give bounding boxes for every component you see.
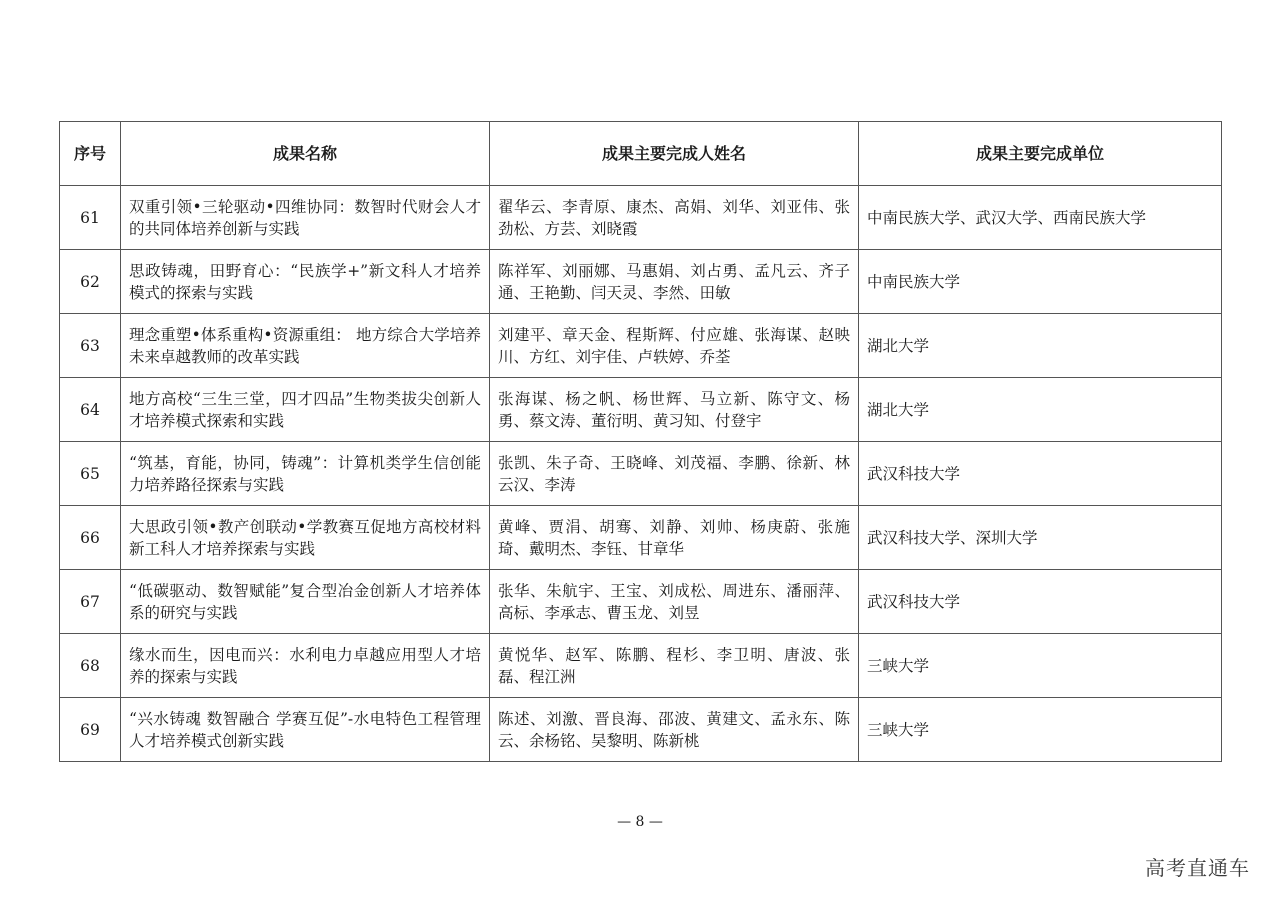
row-unit: 中南民族大学、武汉大学、西南民族大学 <box>859 186 1222 250</box>
page-number: — 8 — <box>617 814 663 830</box>
header-unit: 成果主要完成单位 <box>859 122 1222 186</box>
row-unit: 三峡大学 <box>859 698 1222 762</box>
row-unit: 三峡大学 <box>859 634 1222 698</box>
table-row <box>60 186 1222 250</box>
row-title: 缘水而生，因电而兴：水利电力卓越应用型人才培养的探索与实践 <box>121 634 490 698</box>
row-title: “筑基，育能，协同，铸魂”：计算机类学生信创能力培养路径探索与实践 <box>121 442 490 506</box>
row-unit: 武汉科技大学 <box>859 570 1222 634</box>
row-people: 张华、朱航宇、王宝、刘成松、周进东、潘丽萍、高标、李承志、曹玉龙、刘昱 <box>490 570 859 634</box>
header-title: 成果名称 <box>121 122 490 186</box>
table-row <box>60 698 1222 762</box>
row-people: 张凯、朱子奇、王晓峰、刘茂福、李鹏、徐新、林云汉、李涛 <box>490 442 859 506</box>
table-row <box>60 634 1222 698</box>
row-num: 66 <box>60 506 121 570</box>
row-title: “低碳驱动、数智赋能”复合型冶金创新人才培养体系的研究与实践 <box>121 570 490 634</box>
row-title: 地方高校“三生三堂，四才四品”生物类拔尖创新人才培养模式探索和实践 <box>121 378 490 442</box>
row-unit: 湖北大学 <box>859 314 1222 378</box>
row-unit: 中南民族大学 <box>859 250 1222 314</box>
table-row <box>60 570 1222 634</box>
row-title: “兴水铸魂 数智融合 学赛互促”-水电特色工程管理人才培养模式创新实践 <box>121 698 490 762</box>
table-row <box>60 442 1222 506</box>
row-unit: 湖北大学 <box>859 378 1222 442</box>
table-header-row <box>60 122 1222 186</box>
row-title: 思政铸魂，田野育心：“民族学+”新文科人才培养模式的探索与实践 <box>121 250 490 314</box>
achievements-table <box>59 121 1222 762</box>
row-people: 黄峰、贾涓、胡骞、刘静、刘帅、杨庚蔚、张施琦、戴明杰、李钰、甘章华 <box>490 506 859 570</box>
row-unit: 武汉科技大学 <box>859 442 1222 506</box>
row-num: 62 <box>60 250 121 314</box>
row-num: 68 <box>60 634 121 698</box>
table-row <box>60 506 1222 570</box>
row-people: 陈述、刘激、晋良海、邵波、黄建文、孟永东、陈云、余杨铭、吴黎明、陈新桃 <box>490 698 859 762</box>
row-unit: 武汉科技大学、深圳大学 <box>859 506 1222 570</box>
row-title: 大思政引领•教产创联动•学教赛互促地方高校材料新工科人才培养探索与实践 <box>121 506 490 570</box>
header-num: 序号 <box>60 122 121 186</box>
row-num: 67 <box>60 570 121 634</box>
row-people: 陈祥军、刘丽娜、马惠娟、刘占勇、孟凡云、齐子通、王艳勤、闫天灵、李然、田敏 <box>490 250 859 314</box>
row-num: 63 <box>60 314 121 378</box>
table-row <box>60 314 1222 378</box>
table-row <box>60 250 1222 314</box>
header-people: 成果主要完成人姓名 <box>490 122 859 186</box>
row-people: 刘建平、章天金、程斯辉、付应雄、张海谋、赵映川、方红、刘宇佳、卢轶婷、乔荃 <box>490 314 859 378</box>
row-num: 69 <box>60 698 121 762</box>
table-row <box>60 378 1222 442</box>
row-people: 翟华云、李青原、康杰、高娟、刘华、刘亚伟、张劲松、方芸、刘晓霞 <box>490 186 859 250</box>
row-num: 65 <box>60 442 121 506</box>
row-title: 双重引领•三轮驱动•四维协同：数智时代财会人才的共同体培养创新与实践 <box>121 186 490 250</box>
row-title: 理念重塑•体系重构•资源重组： 地方综合大学培养未来卓越教师的改革实践 <box>121 314 490 378</box>
row-people: 张海谋、杨之帆、杨世辉、马立新、陈守文、杨勇、蔡文涛、董衍明、黄习知、付登宇 <box>490 378 859 442</box>
row-num: 61 <box>60 186 121 250</box>
watermark-text: 高考直通车 <box>1145 856 1250 880</box>
row-people: 黄悦华、赵军、陈鹏、程杉、李卫明、唐波、张磊、程江洲 <box>490 634 859 698</box>
row-num: 64 <box>60 378 121 442</box>
